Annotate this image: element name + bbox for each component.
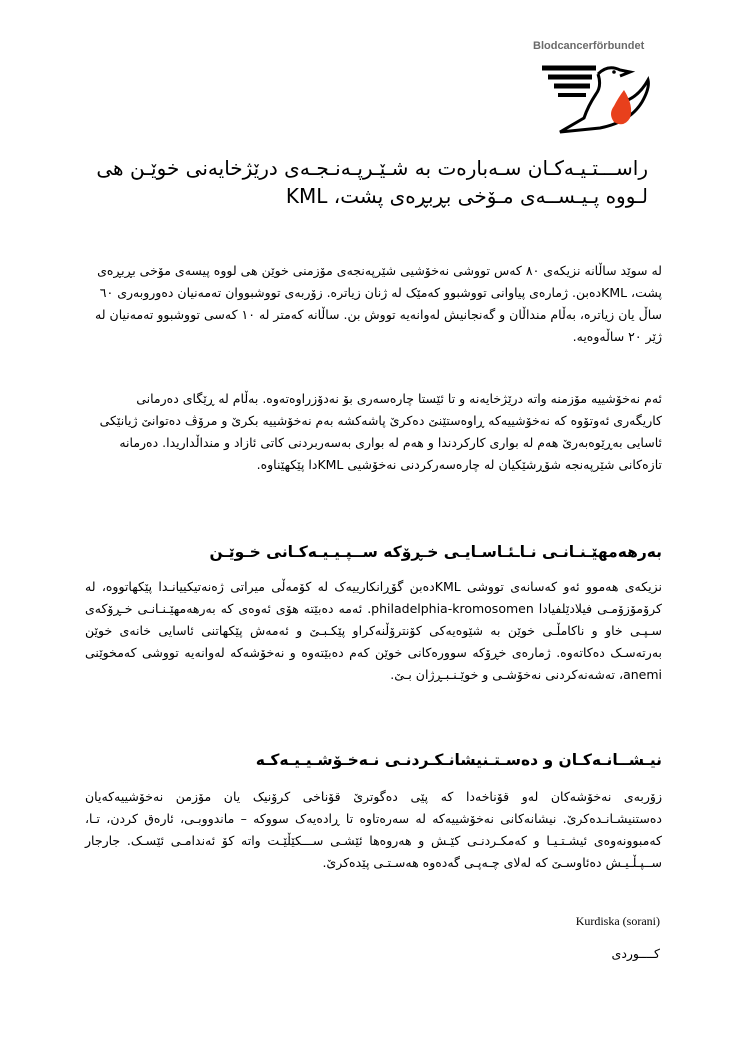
section-heading-symptoms: نیـشــانـەکـان و دەسـتـنیشانـکـردنـی نـەخـۆشـیـیـەکـە (255, 751, 662, 769)
intro-paragraph-1: لە سوێد ساڵانە نزیکەی ٨٠ کەس تووشی نەخۆشیی شێرپەنجەی مۆزمنی خوێن هی لووە پیسەی مۆخی بڕبڕەی پشت، KMLدەبن. ژمارەی پیاوانی تووشبوو کەمێک لە ژنان زیاترە. زۆربەی تووشبووان تەمەنیان دەوروبەری ٦٠ ساڵ یان زیاترە، بەڵام منداڵان و گەنجانیش لەوانەیە تووش بن. ساڵانە کەمتر لە ١٠ کەسی تووشبوو تەمەنیان لە ژێر ٢٠ ساڵەوەیە. (95, 263, 662, 344)
dove-logo-icon (538, 62, 656, 142)
brand-name: Blodcancerförbundet (533, 40, 645, 52)
section-body-symptoms: زۆربەی نەخۆشەکان لەو قۆناخەدا کە پێی دەگوترێ قۆناخی کرۆنیک یان مۆزمن نەخۆشییەکەیان دەستنیشـانـدەکرێ. نیشانەکانی نەخۆشییەکە لە سەرەتاوە تا ڕادەیەک سووکە – ماندووبـی، ئارەق کردن، تـا، کەمبوونەوەی ئیشـتـیـا و کەمکـردنـی کێـش و هەروەها ئێشـی ســـکێڵێـت واتە کۆ ئەندامـی ئێسـک. جارجار ســپـڵـیـش دەئاوسـێ کە لەلای چـەپـی گەدەوە هەسـتـی پێدەکرێ. (85, 789, 662, 870)
intro-paragraph-2: ئەم نەخۆشییە مۆزمنە واتە درێژخایەنە و تا ئێستا چارەسەری بۆ نەدۆزراوەتەوە. بەڵام لە ڕێگای دەرمانی کاریگەری ئەوتۆوە کە نەخۆشییەکە ڕاوەستێنێ دەکرێ پاشەکشە بەم نەخۆشییە بکرێ و مرۆڤ دەتوانێ ژیانێکی ئاسایی بەڕێوەبەرێ هەم لە بواری کارکردندا و هەم لە بواری بەسەربردنی کاتی ئازاد و منداڵداریدا. دەرمانە تازەکانی شێرپەنجە شۆڕشێکیان لە چارەسەرکردنی نەخۆشیی KMLدا پێکهێناوە. (99, 391, 662, 472)
document-title-line1: راســـتـیـەکـان سـەبارەت بە شـێـرپـەنـجـەی درێژخایەنی خوێـن هی (96, 156, 648, 180)
section-body-white-cells: نزیکەی هەموو ئەو کەسانەی تووشی KMLدەبن گۆڕانکارییەک لە کۆمەڵی میراتی ژەنەتیکییانـدا پێکهاتووە، لە کرۆمۆزۆمـی فیلادێلفیادا philadelphia-kromosomen. ئەمە دەبێتە هۆی ئەوەی کە بەرهەمهێـنـانـی خـڕۆکەی سـپـی خاو و ناکامڵـی خوێن بە شێوەیەکی کۆنترۆڵنەکراو پێکـبـێ و ئەمەش پێکهاتنی ئاسایی خانەی خوێن بەرتەسـک دەکاتەوە. ژمارەی خڕۆکە سوورەکانی خوێن کەم دەبێتەوە و نەخۆشەکە لەوانەیە تووشی کەمخوێنی anemi، تەشەنەکردنی نەخۆشـی و خوێـنـبـڕژان بـێ. (85, 579, 663, 682)
document-title-line2: لـووە پـیـســەی مـۆخی بڕبڕەی پشت، KML (285, 184, 648, 208)
language-label-kurdish: کــــوردی (611, 946, 660, 961)
language-label-english: Kurdiska (sorani) (575, 914, 660, 928)
section-heading-white-cells: بەرهەمهێـنـانـی نـاـئـاسـایـی خـڕۆکە ســپـیـیـەکـانی خـوێـن (209, 543, 662, 561)
